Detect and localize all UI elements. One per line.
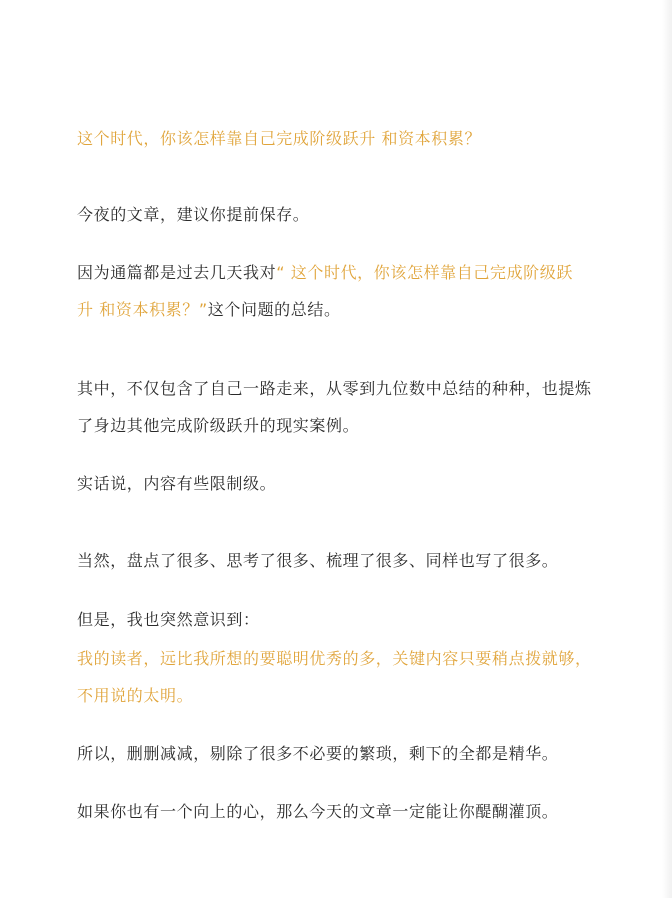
paragraph-essence: 所以，删删减减，剔除了很多不必要的繁琐，剩下的全都是精华。 bbox=[77, 744, 559, 763]
highlight-readers-line2: 不用说的太明。 bbox=[77, 686, 194, 705]
article-heading: 这个时代，你该怎样靠自己完成阶级跃升 和资本积累？ bbox=[77, 129, 482, 148]
paragraph-realized: 但是，我也突然意识到： bbox=[77, 610, 260, 629]
paragraph-summary-lead: 因为通篇都是过去几天我对 bbox=[77, 263, 277, 282]
paragraph-restricted: 实话说，内容有些限制级。 bbox=[77, 474, 277, 493]
paragraph-summary-line2 bbox=[77, 291, 597, 328]
page-edge-shadow bbox=[662, 0, 672, 898]
paragraph-content-line1: 其中，不仅包含了自己一路走来，从零到九位数中总结的种种，也提炼 bbox=[77, 379, 592, 398]
paragraph-save-tip: 今夜的文章，建议你提前保存。 bbox=[77, 205, 310, 224]
highlight-quote-part1: “ 这个时代，你该怎样靠自己完成阶级跃 bbox=[276, 263, 573, 282]
paragraph-summary-tail: 这个问题的总结。 bbox=[207, 300, 341, 319]
paragraph-closing: 如果你也有一个向上的心，那么今天的文章一定能让你醍醐灌顶。 bbox=[77, 802, 559, 821]
paragraph-review: 当然，盘点了很多、思考了很多、梳理了很多、同样也写了很多。 bbox=[77, 551, 559, 570]
highlight-quote-part2: 升 和资本积累？” bbox=[77, 300, 208, 319]
paragraph-summary-line1 bbox=[77, 254, 597, 291]
highlight-readers-line1: 我的读者，远比我所想的要聪明优秀的多，关键内容只要稍点拨就够， bbox=[77, 649, 592, 668]
paragraph-content-line2: 了身边其他完成阶级跃升的现实案例。 bbox=[77, 416, 360, 435]
